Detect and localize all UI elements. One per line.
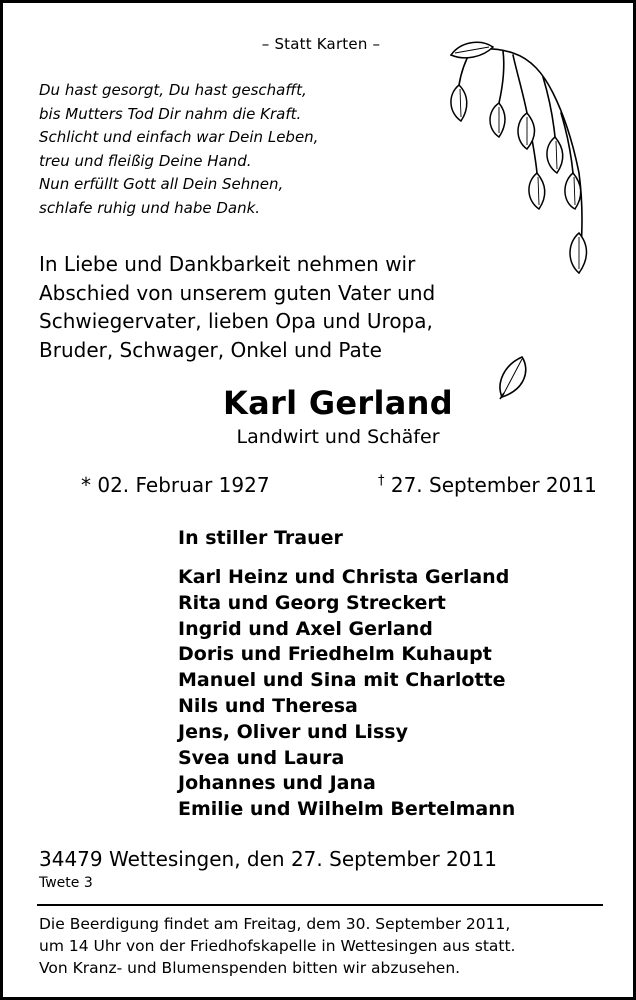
intro-line: In Liebe und Dankbarkeit nehmen wir — [39, 252, 416, 276]
mourner: Manuel und Sina mit Charlotte — [178, 669, 506, 692]
poem-line: Du hast gesorgt, Du hast geschafft, — [39, 81, 307, 99]
place-and-date: 34479 Wettesingen, den 27. September 2011 — [39, 847, 497, 871]
poem-line: Nun erfüllt Gott all Dein Sehnen, — [39, 175, 284, 193]
mourner: Emilie und Wilhelm Bertelmann — [178, 798, 516, 821]
mourners-list — [178, 565, 515, 823]
cross-icon: † — [378, 473, 385, 489]
mourner: Doris und Friedhelm Kuhaupt — [178, 643, 492, 666]
poem-line: bis Mutters Tod Dir nahm die Kraft. — [39, 104, 302, 123]
intro-line: Schwiegervater, lieben Opa und Uropa, — [39, 309, 433, 333]
intro-line: Bruder, Schwager, Onkel und Pate — [39, 337, 382, 362]
deceased-name: Karl Gerland — [223, 384, 453, 422]
birth-date: * 02. Februar 1927 — [81, 473, 270, 497]
mourner: Svea und Laura — [178, 746, 345, 769]
intro-text — [39, 250, 435, 364]
funeral-notice — [39, 913, 515, 979]
death-date: 27. September 2011 — [390, 473, 597, 497]
death-date-line — [378, 473, 597, 497]
notice-line: Die Beerdigung findet am Freitag, dem 30. September 2011, — [39, 915, 511, 933]
mourner: Karl Heinz und Christa Gerland — [178, 566, 510, 588]
mourning-heading: In stiller Trauer — [178, 527, 343, 549]
mourner: Ingrid und Axel Gerland — [178, 617, 433, 640]
birch-branch-icon — [443, 33, 593, 283]
poem-line: Schlicht und einfach war Dein Leben, — [39, 128, 319, 146]
street-address: Twete 3 — [39, 875, 93, 891]
mourner: Jens, Oliver und Lissy — [178, 720, 408, 743]
mourner: Johannes und Jana — [178, 772, 376, 795]
notice-line: um 14 Uhr von der Friedhofskapelle in Wettesingen aus statt. — [39, 937, 516, 955]
deceased-occupation: Landwirt und Schäfer — [236, 426, 440, 448]
mourner: Rita und Georg Streckert — [178, 591, 446, 614]
divider — [37, 904, 603, 906]
intro-line: Abschied von unserem guten Vater und — [39, 280, 436, 305]
poem-line: treu und fleißig Deine Hand. — [39, 151, 252, 170]
notice-line: Von Kranz- und Blumenspenden bitten wir abzusehen. — [39, 959, 461, 977]
mourner: Nils und Theresa — [178, 694, 358, 717]
header-statt-karten: – Statt Karten – — [261, 35, 381, 53]
poem-line: schlafe ruhig und habe Dank. — [39, 198, 261, 217]
poem — [39, 79, 318, 220]
